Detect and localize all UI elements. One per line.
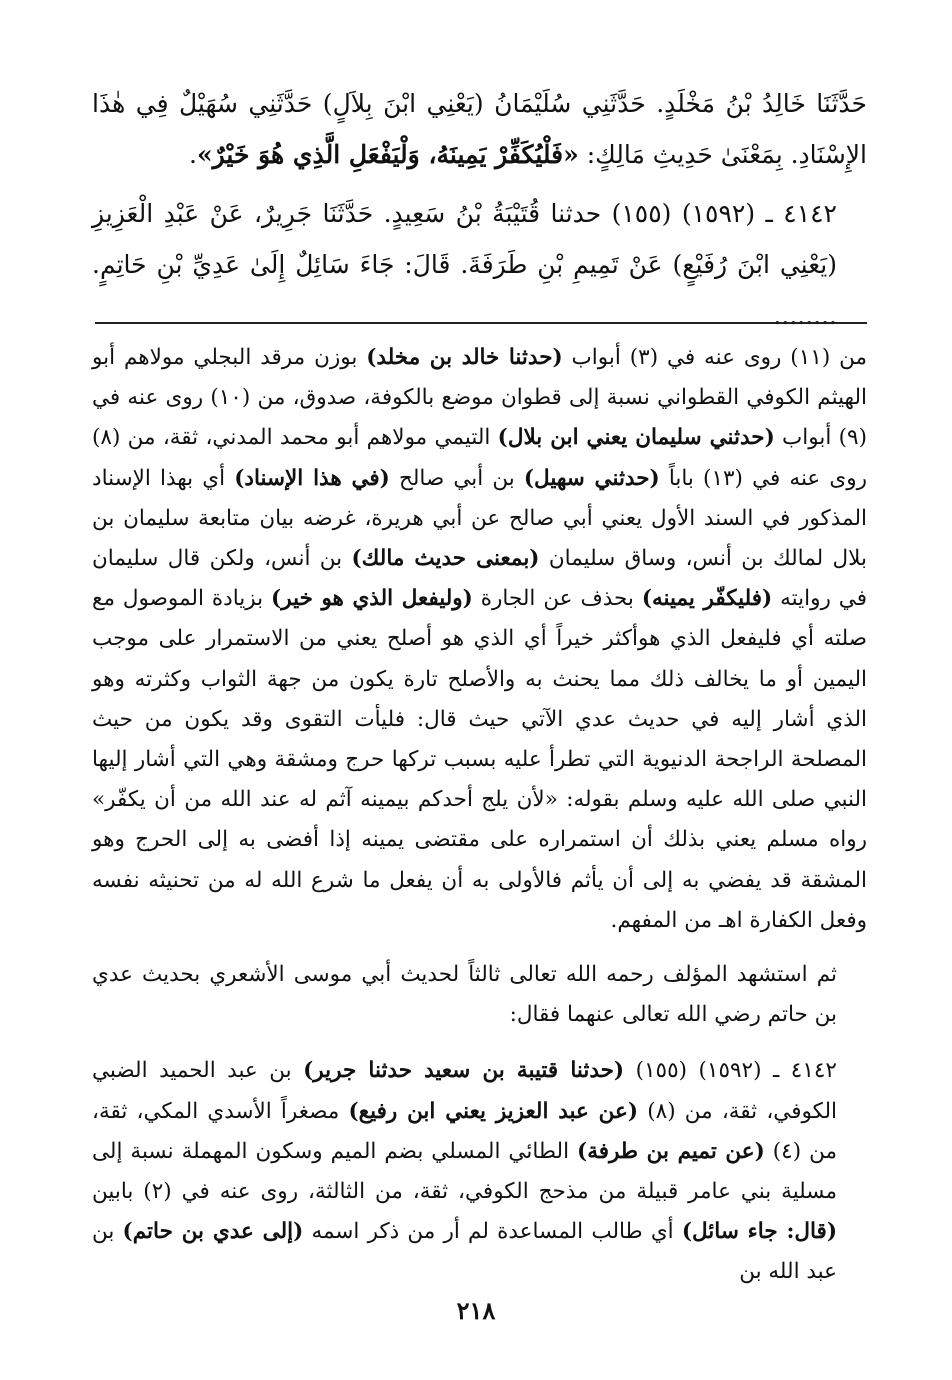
commentary-run: أي بهذا الإسناد المذكور في السند الأول يعني أبي صالح عن أبي هريرة، غرضه بيان متابعة سليمان بن بلال لمالك بن أنس، وساق سليمان (92, 465, 867, 572)
quoted-matn-phrase: (حدثني سهيل) (523, 465, 660, 491)
commentary-run: أي طالب المساعدة لم أر من ذكر اسمه (303, 1219, 682, 1245)
hadith-paragraph-2: ٤١٤٢ ـ (١٥٩٢) (١٥٥) حدثنا قُتَيْبَةُ بْنُ سَعِيدٍ. حَدَّثَنَا جَرِيرٌ، عَنْ عَبْدِ الْعَزِيزِ (يَعْنِي ابْنَ رُفَيْعٍ) عَنْ تَمِيمِ بْنِ طَرَفَةَ. قَالَ: جَاءَ سَائِلٌ إِلَىٰ عَدِيِّ بْنِ حَاتِمٍ. ........ (92, 199, 837, 330)
commentary-run: بن عبد الله بن (92, 1219, 837, 1285)
hadith-text (92, 78, 867, 341)
hadith-paragraph-1 (92, 78, 867, 180)
quoted-matn-phrase: (إلى عدي بن حاتم) (122, 1219, 304, 1245)
page-number: ٢١٨ (456, 1296, 496, 1325)
commentary-paragraph-2: ثم استشهد المؤلف رحمه الله تعالى ثالثاً لحديث أبي موسى الأشعري بحديث عدي بن حاتم رضي الله تعالى عنهما فقال: (92, 962, 837, 1028)
commentary-run: ٤١٤٢ ـ (١٥٩٢) (١٥٥) (624, 1058, 837, 1084)
quoted-matn-phrase: (في هذا الإسناد) (234, 465, 390, 491)
commentary-paragraph-1 (92, 338, 867, 941)
commentary-text (92, 338, 867, 1293)
commentary-run: بزيادة الموصول مع صلته أي فليفعل الذي هوأكثر خيراً أي الذي هو أصلح يعني من الاستمرار على موجب اليمين أو ما يخالف ذلك مما يحنث به والأصلح تارة يكون من جهة الثواب وكثرته وهو الذي أشار إليه في حديث عدي الآتي حيث قال: فليأت التقوى وقد يكون من حيث المصلحة الراجحة الدنيوية التي تطرأ عليه بسبب تركها حرج ومشقة وهي التي أشار إليها النبي صلى الله عليه وسلم بقوله: «لأن يلج أحدكم بيمينه آثم له عند الله من أن يكفّر» رواه مسلم يعني بذلك أن استمراره على مقتضى يمينه إذا أفضى به إلى الحرج وهو المشقة قد يفضي به إلى أن يأثم فالأولى به أن يفعل ما شرع الله له من تحنيثه نفسه وفعل الكفارة اهـ من المفهم. (92, 586, 867, 933)
hadith-quote: «فَلْيُكَفِّرْ يَمِينَهُ، وَلْيَفْعَلِ الَّذِي هُوَ خَيْرٌ» (196, 140, 579, 169)
quoted-matn-phrase: (وليفعل الذي هو خير) (271, 586, 473, 612)
commentary-run: بن عبد الحميد الضبي الكوفي، ثقة، من (٨) (92, 1058, 837, 1124)
commentary-paragraph-3 (92, 1051, 867, 1292)
commentary-run: بن أنس، ولكن قال سليمان في روايته (92, 546, 867, 612)
quoted-matn-phrase: (حدثنا قتيبة بن سعيد حدثنا جرير) (303, 1058, 625, 1084)
hadith-end-mark: . (189, 140, 197, 169)
commentary-run: الطائي المسلي بضم الميم وسكون المهملة نسبة إلى مسلية بني عامر قبيلة من مذحج الكوفي، ثقة، من الثالثة، روى عنه في (٢) بابين (92, 1138, 837, 1205)
footnote-divider (95, 322, 867, 324)
quoted-matn-phrase: (عن تميم بن طرفة) (577, 1138, 765, 1164)
hadith-chain-1: حَدَّثَنَا خَالِدُ بْنُ مَخْلَدٍ. حَدَّثَنِي سُلَيْمَانُ (يَعْنِي ابْنَ بِلاَلٍ) حَدَّثَنِي سُهَيْلٌ فِي هٰذَا الإِسْنَادِ. بِمَعْنَىٰ حَدِيثِ مَالِكٍ: (92, 89, 867, 169)
quoted-matn-phrase: (بمعنى حديث مالك) (351, 546, 540, 572)
quoted-matn-phrase: (فليكفّر يمينه) (641, 586, 773, 612)
quoted-matn-phrase: (حدثني سليمان يعني ابن بلال) (497, 425, 775, 451)
commentary-run: بوزن مرقد البجلي مولاهم أبو الهيثم الكوفي القطواني نسبة إلى قطوان موضع بالكوفة، صدوق، من (١٠) روى عنه في (٩) أبواب (92, 345, 867, 451)
commentary-run: مصغراً الأسدي المكي، ثقة، من (٤) (92, 1098, 837, 1164)
commentary-run: من (١١) روى عنه في (٣) أبواب (562, 345, 867, 370)
quoted-matn-phrase: (قال: جاء سائل) (681, 1219, 838, 1245)
commentary-run: التيمي مولاهم أبو محمد المدني، ثقة، من (٨) روى عنه في (١٣) باباً (92, 425, 867, 491)
commentary-run: بحذف عن الجارة (472, 586, 642, 612)
commentary-run: بن أبي صالح (389, 465, 524, 491)
quoted-matn-phrase: (عن عبد العزيز يعني ابن رفيع) (348, 1098, 639, 1124)
quoted-matn-phrase: (حدثنا خالد بن مخلد) (366, 345, 563, 370)
